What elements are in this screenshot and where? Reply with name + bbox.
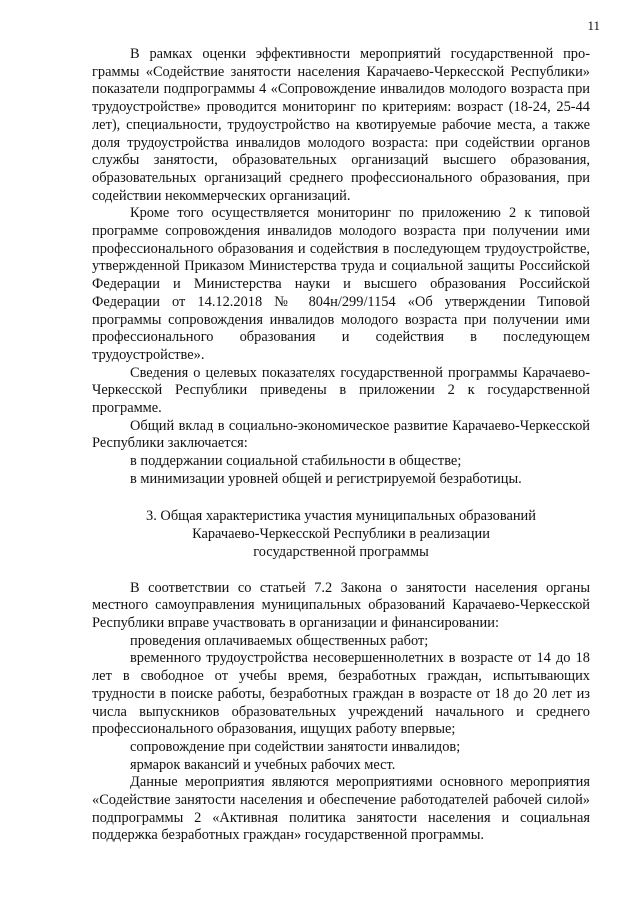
list-item-temporary-employment: временного трудоустройства несовершеннолетних в возрасте от 14 до 18 лет в свободное от учебы время, безработных граждан, испытывающих трудности в поиске работы, безработных граждан в возрасте от 18 до 20 лет из числа выпускников образовательных учреждений начального и среднего профессионального образования, ищущих работу впервые; [92,650,590,738]
list-item-unemployment-reduction: в минимизации уровней общей и регистрируемой безработицы. [130,470,522,487]
paragraph-monitoring-appendix: Кроме того осуществляется мониторинг по приложению 2 к типовой программе сопровождения инвалидов молодого возраста при получении ими профессионального образования и содействия в последующем трудоустройстве, утвержденной Приказом Министерства труда и социальной защиты Российской Федерации и Министерства науки и высшего образования Российской Федерации от 14.12.2018 № 804н/299/1154 «Об утверждении Типовой программы сопровождения инвалидов молодого возраста при получении ими профессионального образования и содействия в последующем трудоустройстве». [92,205,590,363]
list-item-job-fairs: ярмарок вакансий и учебных рабочих мест. [130,756,396,773]
paragraph-main-activities: Данные мероприятия являются мероприятиями основного мероприятия «Содействие занятости населения и обеспечение работодателей рабочей силой» подпрограммы 2 «Активная политика занятости населения и социальная поддержка безработных граждан» государственной программы. [92,774,590,844]
section-heading-line: Карачаево-Черкесской Республики в реализации [192,525,490,542]
list-item-public-works: проведения оплачиваемых общественных работ; [130,632,429,649]
paragraph-overall-contribution: Общий вклад в социально-экономическое развитие Карачаево-Черкесской Республики заключается: [92,417,590,452]
paragraph-monitoring-criteria: В рамках оценки эффективности мероприятий государственной программы «Содействие занятости населения Карачаево-Черкесской Республики» показатели подпрограммы 4 «Сопровождение инвалидов молодого возраста при трудоустройстве» проводится мониторинг по критериям: возраст (18-24, 25-44 лет), специальности, трудоустройство на квотируемые рабочие места, а также доля трудоустройства инвалидов молодого возраста: при содействии органов службы занятости, образовательных организаций высшего образования, образовательных организаций среднего профессионального образования, при содействии некоммерческих организаций. [92,46,590,204]
section-heading-line: 3. Общая характеристика участия муниципальных образований [146,507,536,524]
list-item-social-stability: в поддержании социальной стабильности в обществе; [130,453,462,470]
document-body [92,46,590,845]
section-heading-line: государственной программы [253,543,429,560]
paragraph-target-indicators: Сведения о целевых показателях государственной программы Карачаево-Черкесской Республики приведены в приложении 2 к государственной программе. [92,364,590,417]
page-number: 11 [587,18,600,33]
section-heading [92,507,590,561]
list-item-disabled-support: сопровождение при содействии занятости инвалидов; [130,738,461,755]
paragraph-law-article: В соответствии со статьей 7.2 Закона о занятости населения органы местного самоуправления муниципальных образований Карачаево-Черкесской Республики вправе участвовать в организации и финансировании: [92,579,590,631]
